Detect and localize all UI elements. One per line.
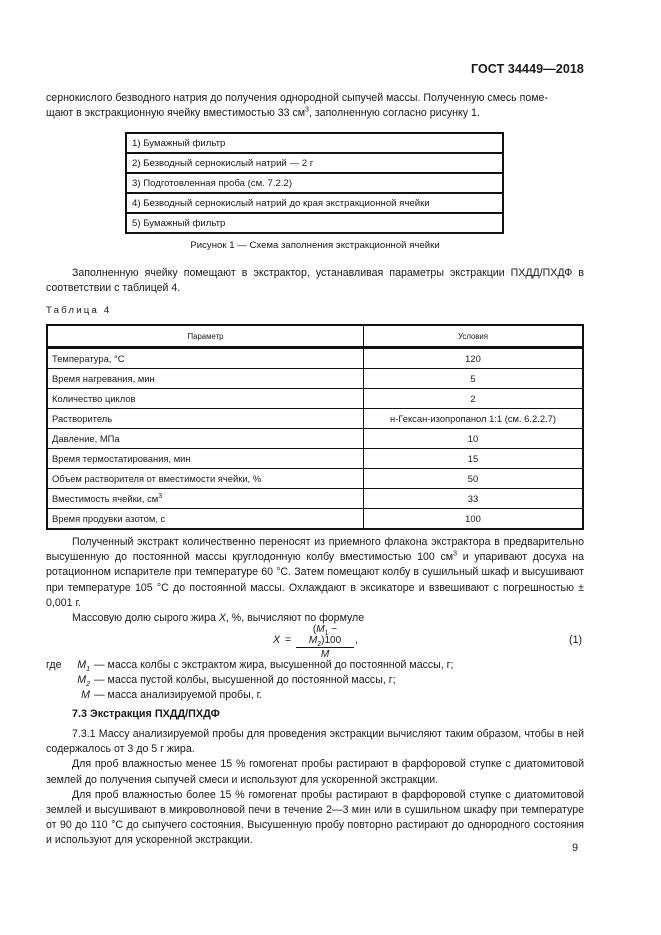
section-7-3-body (46, 727, 584, 849)
formula-intro: Массовую долю сырого жира X, %, вычисляют по формуле (72, 612, 365, 625)
table-4-caption: Таблица 4 (46, 305, 112, 316)
cell-parameter: Температура, °С (47, 348, 364, 369)
extract-transfer-paragraph: Полученный экстракт количественно переносят из приемного флакона экстрактора в предварительно высушенную до постоянной массы круглодонную колбу вместимостью 100 $см^3$ и упаривают досуха на ротационном испарителе при температуре 60 °С. Затем помещают колбу в сушильный шкаф и высушивают при температуре 105 °С до постоянной массы. Охлаждают в эксикаторе и взвешивают с погрешностью ± 0,001 г. Массовую долю сырого жира X, %, вычисляют по формуле (46, 535, 584, 626)
cell-value: 100 (465, 513, 481, 524)
paragraph-7-3-1: 7.3.1 Массу анализируемой пробы для проведения экстракции вычисляют таким образом, чтобы в ней содержалось от 3 до 5 г жира. (46, 728, 584, 756)
cell-value: 33 (364, 489, 584, 509)
column-header-parameter: Параметр (47, 325, 364, 348)
figure-layer: 1) Бумажный фильтр (127, 134, 502, 154)
cell-parameter: Время нагревания, мин (47, 369, 364, 389)
cell-parameter: Вместимость ячейки, $см^3$ (47, 489, 364, 509)
cell-parameter: Время термостатирования, мин (47, 449, 364, 469)
table-row (47, 429, 583, 449)
formula-equals: = (285, 634, 292, 646)
table-row (47, 509, 583, 530)
document-code-header: ГОСТ 34449—2018 (470, 62, 584, 76)
table-header-row (47, 325, 583, 348)
figure-layer: 4) Безводный сернокислый натрий до края экстракционной ячейки (127, 194, 502, 214)
cell-value: 50 (364, 469, 584, 489)
figure-1-caption: Рисунок 1 — Схема заполнения экстракционной ячейки (190, 240, 440, 251)
paragraph-high-moisture: Для проб влажностью более 15 % гомогенат пробы растирают в фарфоровой ступке с диатомитовой землей и высушивают в микроволновой печи в течение 2—3 мин или в сушильном шкафу при температуре от 90 до 110 °С до сыпучего состояния. Высушенную пробу повторно растирают до однородного состояния и используют для ускоренной экстракции. (46, 788, 584, 847)
formula-numerator: $(M_1 - M_2)100$ (296, 624, 354, 648)
cell-parameter: Время продувки азотом, с (47, 509, 364, 530)
paragraph-low-moisture: Для проб влажностью менее 15 % гомогенат пробы растирают в фарфоровой ступке с диатомитовой землей до получения сыпучей смеси и используют для ускоренной экстракции. (46, 758, 584, 786)
formula-denominator: M (320, 649, 330, 660)
figure-1-extraction-cell-scheme (125, 132, 504, 234)
table-row (47, 389, 583, 409)
extractor-paragraph: Заполненную ячейку помещают в экстрактор, устанавливая параметры экстракции ПХДД/ПХДФ в соответствии с таблицей 4. (46, 267, 584, 295)
formula-lhs: X (273, 634, 281, 646)
cell-value: 10 (364, 429, 584, 449)
table-4-extraction-parameters (46, 324, 584, 530)
table-row (47, 348, 583, 369)
cell-value: 15 (364, 449, 584, 469)
cell-parameter: Объем растворителя от вместимости ячейки, % (47, 469, 364, 489)
table-row (47, 369, 583, 389)
cell-parameter: Растворитель (47, 409, 364, 429)
column-header-conditions: Условия (364, 325, 584, 348)
formula-fraction (296, 624, 354, 660)
formula-number: (1) (569, 634, 582, 646)
table-row (47, 449, 583, 469)
intro-paragraph: сернокислого безводного натрия до получения однородной сыпучей массы. Полученную смесь поме- щают в экстракционную ячейку вместимостью 33 $см^3$, заполненную согласно рисунку 1. (46, 92, 548, 120)
table-row (47, 489, 583, 509)
cell-parameter: Количество циклов (47, 389, 364, 409)
figure-layer: 2) Безводный сернокислый натрий — 2 г (127, 154, 502, 174)
cell-parameter: Давление, МПа (47, 429, 364, 449)
figure-layer: 5) Бумажный фильтр (132, 218, 226, 229)
cell-value: 5 (364, 369, 584, 389)
table-row (47, 409, 583, 429)
cell-value: 120 (364, 348, 584, 369)
page-number: 9 (572, 842, 578, 854)
section-heading-7-3: 7.3 Экстракция ПХДД/ПХДФ (72, 708, 220, 720)
cell-value: 2 (364, 389, 584, 409)
table-row (47, 469, 583, 489)
cell-value: н-Гексан-изопропанол 1:1 (см. 6.2.2.7) (364, 409, 584, 429)
figure-layer: 3) Подготовленная проба (см. 7.2.2) (127, 174, 502, 194)
formula-1-fat-mass-fraction: X = $\frac{(M_1 - M_2)100}{M}$ , (1) (273, 624, 582, 660)
